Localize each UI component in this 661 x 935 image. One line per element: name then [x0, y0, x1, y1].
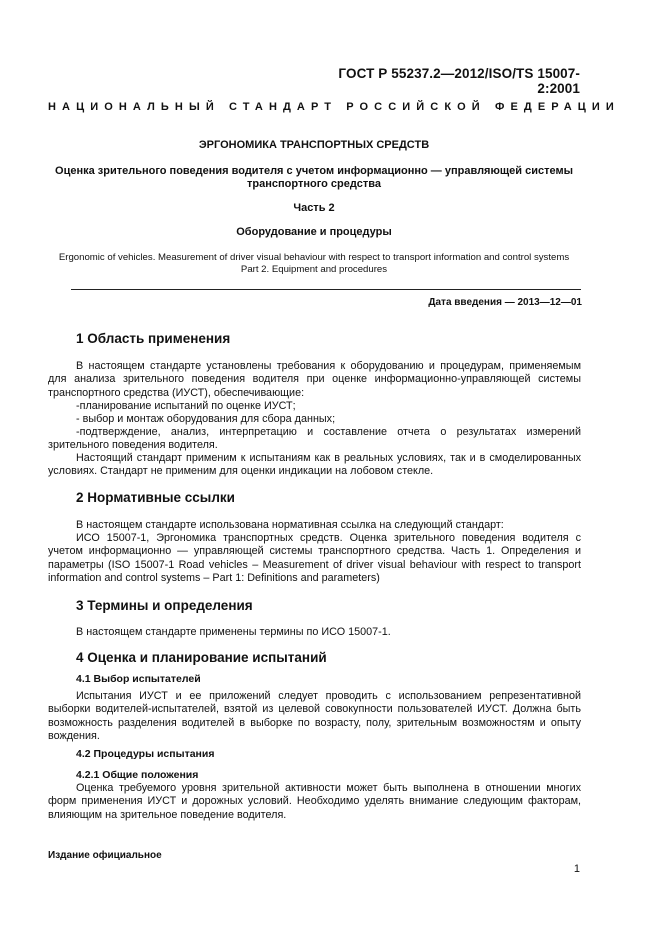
- section-1-list-item-2: - выбор и монтаж оборудования для сбора данных;: [76, 413, 336, 425]
- english-title-line2: Part 2. Equipment and procedures: [240, 264, 388, 275]
- section-3-paragraph-1: В настоящем стандарте применены термины по ИСО 15007-1.: [76, 626, 391, 638]
- section-1-paragraph-2: -подтверждение, анализ, интерпретацию и составление отчета о результатах измерений зрительного поведения водителя.: [48, 426, 581, 452]
- section-1-paragraph-3: Настоящий стандарт применим к испытаниям как в реальных условиях, так и в смоделированных условиях. Стандарт не применим для оценки индикации на лобовом стекле.: [48, 452, 581, 478]
- section-4-heading: 4 Оценка и планирование испытаний: [76, 650, 327, 665]
- part-number: Часть 2: [293, 202, 335, 214]
- title-divider: [71, 289, 581, 290]
- section-1-paragraph-1: В настоящем стандарте установлены требования к оборудованию и процедурам, применяемым для анализа зрительного поведения водителя при оценке информационно-управляющей системы транспортного средства (ИУСТ), обеспечивающие:: [48, 360, 581, 399]
- section-1-list-item-1: -планирование испытаний по оценке ИУСТ;: [76, 400, 296, 412]
- document-subtitle-line1: Оценка зрительного поведения водителя с учетом информационно — управляющей системы: [55, 165, 573, 177]
- subsection-4-1-paragraph: Испытания ИУСТ и ее приложений следует проводить с использованием репрезентативной выборки водителей-испытателей, взятой из целевой совокупности пользователей ИУСТ. Должна быть возможность разделения водителей в выборке по возрасту, полу, зрительным возможностям и опыту вождения.: [48, 690, 581, 743]
- subsection-4-2-heading: 4.2 Процедуры испытания: [76, 748, 215, 760]
- section-1-heading: 1 Область применения: [76, 331, 231, 346]
- subsection-4-2-1-heading: 4.2.1 Общие положения: [76, 769, 199, 781]
- part-title: Оборудование и процедуры: [236, 226, 392, 238]
- official-edition-note: Издание официальное: [48, 850, 162, 861]
- document-subtitle-line2: транспортного средства: [247, 178, 381, 190]
- section-2-paragraph-1: В настоящем стандарте использована нормативная ссылка на следующий стандарт:: [76, 519, 504, 531]
- page-number: 1: [573, 863, 580, 875]
- english-title-line1: Ergonomic of vehicles. Measurement of driver visual behaviour with respect to transport information and control systems: [58, 252, 570, 263]
- introduction-date: Дата введения — 2013—12—01: [428, 297, 582, 308]
- section-3-heading: 3 Термины и определения: [76, 598, 253, 613]
- standard-designation: ГОСТ Р 55237.2—2012/ISO/TS 15007-2:2001: [338, 66, 580, 96]
- subsection-4-1-heading: 4.1 Выбор испытателей: [76, 673, 201, 685]
- document-title: ЭРГОНОМИКА ТРАНСПОРТНЫХ СРЕДСТВ: [198, 139, 430, 151]
- section-2-heading: 2 Нормативные ссылки: [76, 490, 235, 505]
- national-standard-banner: НАЦИОНАЛЬНЫЙ СТАНДАРТ РОССИЙСКОЙ ФЕДЕРАЦИИ: [48, 101, 620, 113]
- section-2-paragraph-2: ИСО 15007-1, Эргономика транспортных средств. Оценка зрительного поведения водителя с учетом информационно — управляющей системы транспортного средства. Часть 1. Определения и параметры (ISO 15007-1 Road vehicles – Measurement of driver visual behaviour with respect to transport information and control systems – Part 1: Definitions and parameters): [48, 532, 581, 585]
- subsection-4-2-1-paragraph: Оценка требуемого уровня зрительной активности может быть выполнена в отношении многих форм применения ИУСТ и дорожных условий. Необходимо уделять внимание следующим факторам, влияющим на зрительное поведение водителя.: [48, 782, 581, 821]
